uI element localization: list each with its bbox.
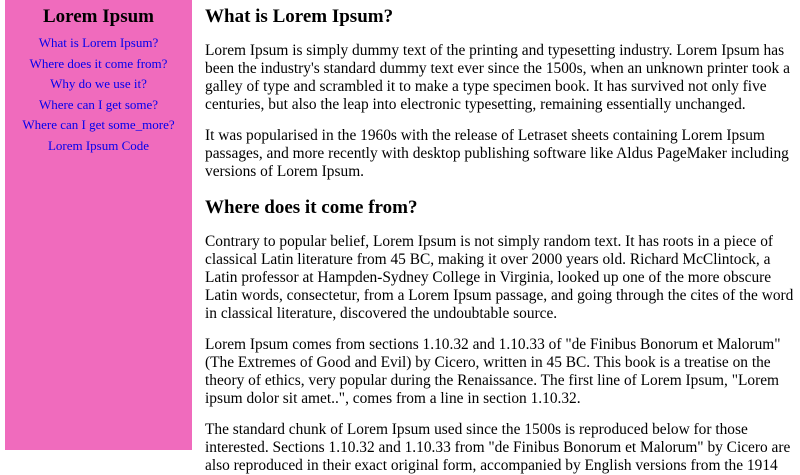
paragraph: It was popularised in the 1960s with the release of Letraset sheets containing Lorem Ipsum passages, and more recently with desktop publishing software like Aldus PageMaker including versions of Lorem Ipsum. <box>205 127 789 180</box>
nav-item <box>5 33 192 54</box>
paragraph: The standard chunk of Lorem Ipsum used since the 1500s is reproduced below for those interested. Sections 1.10.32 and 1.10.33 from "de Finibus Bonorum et Malorum" by Cicero are also reproduced in their exact original form, accompanied by English versions from the 1914 <box>205 421 791 474</box>
nav-item <box>5 54 192 75</box>
nav-link-where-can-i-get-some[interactable]: Where can I get some? <box>38 96 159 112</box>
nav-link-lorem-ipsum-code[interactable]: Lorem Ipsum Code <box>47 137 150 153</box>
nav-item <box>5 136 192 157</box>
section-where-does-it-come-from <box>205 197 800 475</box>
sidebar <box>5 0 192 450</box>
nav-link-what-is-lorem-ipsum[interactable]: What is Lorem Ipsum? <box>38 35 159 50</box>
main-content <box>205 0 800 474</box>
nav-link-where-does-it-come-from[interactable]: Where does it come from? <box>29 55 168 71</box>
nav-item <box>5 95 192 116</box>
sidebar-title: Lorem Ipsum <box>42 6 155 27</box>
nav-item <box>5 115 192 136</box>
sidebar-nav <box>5 33 192 156</box>
section-what-is-lorem-ipsum <box>205 6 800 181</box>
paragraph: Lorem Ipsum is simply dummy text of the printing and typesetting industry. Lorem Ipsum has been the industry's standard dummy text ever since the 1500s, when an unknown printer took a galley of type and scrambled it to make a type specimen book. It has survived not only five centuries, but also the leap into electronic typesetting, remaining essentially unchanged. <box>205 42 790 113</box>
section-heading: Where does it come from? <box>205 197 418 218</box>
paragraph: Lorem Ipsum comes from sections 1.10.32 and 1.10.33 of "de Finibus Bonorum et Malorum" (The Extremes of Good and Evil) by Cicero, written in 45 BC. This book is a treatise on the theory of ethics, very popular during the Renaissance. The first line of Lorem Ipsum, "Lorem ipsum dolor sit amet..", comes from a line in section 1.10.32. <box>205 336 781 407</box>
paragraph: Contrary to popular belief, Lorem Ipsum is not simply random text. It has roots in a piece of classical Latin literature from 45 BC, making it over 2000 years old. Richard McClintock, a Latin professor at Hampden-Sydney College in Virginia, looked up one of the more obscure Latin words, consectetur, from a Lorem Ipsum passage, and going through the cites of the word in classical literature, discovered the undoubtable source. <box>205 233 794 322</box>
nav-item <box>5 74 192 95</box>
nav-link-why-do-we-use-it[interactable]: Why do we use it? <box>50 76 147 91</box>
section-heading: What is Lorem Ipsum? <box>205 6 394 27</box>
nav-link-where-can-i-get-some-more[interactable]: Where can I get some_more? <box>22 117 175 132</box>
